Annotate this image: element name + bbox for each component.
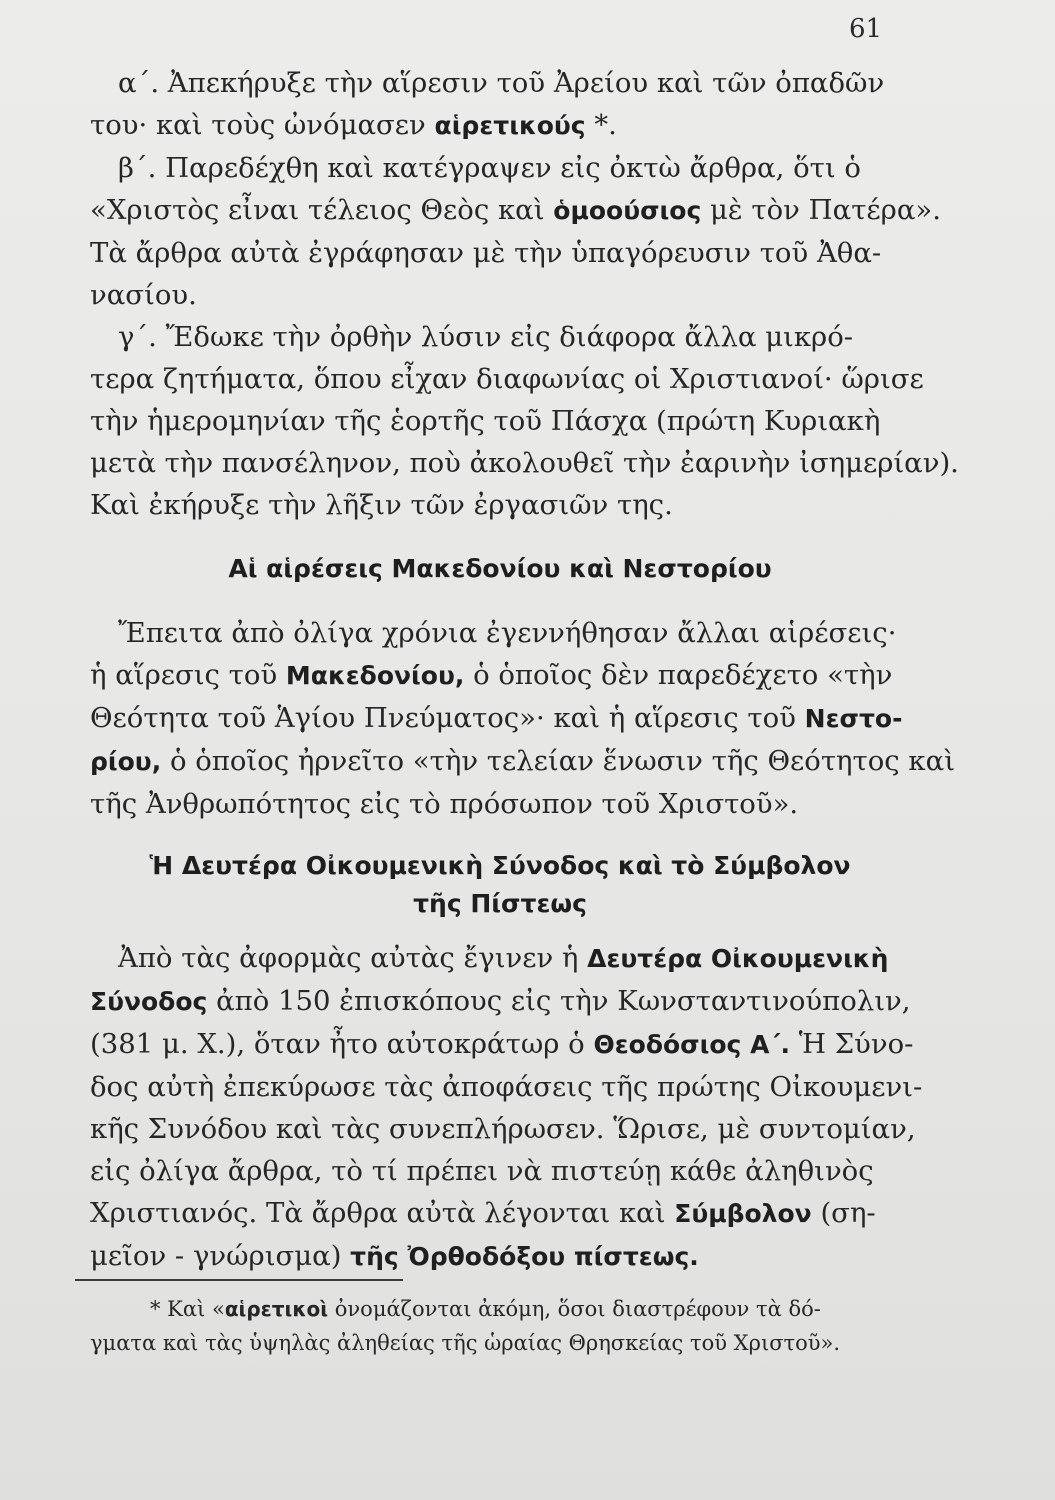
text-line: δος αὐτὴ ἐπεκύρωσε τὰς ἀποφάσεις τῆς πρώτης Οἰκουμενι- — [90, 1071, 923, 1103]
section-heading: Αἱ αἱρέσεις Μακεδονίου καὶ Νεστορίου — [228, 554, 772, 583]
page-number: 61 — [849, 14, 883, 44]
text-run: (381 μ. Χ.), ὅταν ἦτο αὐτοκράτωρ ὁ — [90, 1028, 594, 1060]
heading-line: τῆς Πίστεως — [413, 889, 587, 918]
paragraph-beta — [90, 147, 941, 316]
bold-term: τῆς Ὀρθοδόξου πίστεως. — [350, 1242, 699, 1271]
paragraph-synod — [90, 937, 923, 1278]
text-line — [90, 980, 910, 1023]
text-run: ὀνομάζονται ἀκόμη, ὅσοι διαστρέφουν τὰ δό- — [328, 1297, 821, 1321]
text-run: ἀπὸ 150 ἐπισκόπους εἰς τὴν Κωνσταντινούπολιν, — [207, 985, 911, 1017]
text-line: μετὰ τὴν πανσέληνον, ποὺ ἀκολουθεῖ τὴν ἐαρινὴν ἰσημερίαν). — [90, 447, 959, 479]
text-line — [90, 1192, 910, 1235]
section-heading — [90, 847, 910, 923]
text-run: μεῖον - γνώρισμα) — [90, 1240, 351, 1272]
text-run: ἡ αἵρεσις τοῦ — [90, 659, 286, 691]
text-run: του· καὶ τοὺς ὠνόμασεν — [90, 109, 435, 141]
text-line: γ΄. Ἔδωκε τὴν ὀρθὴν λύσιν εἰς διάφορα ἄλλα μικρό- — [118, 321, 854, 353]
text-run: Θεότητα τοῦ Ἁγίου Πνεύματος»· καὶ ἡ αἵρεσις τοῦ — [90, 702, 805, 734]
text-run: Χριστιανός. Τὰ ἄρθρα αὐτὰ λέγονται καὶ — [90, 1197, 675, 1229]
text-run: Ἡ Σύνο- — [789, 1028, 914, 1060]
text-line: Τὰ ἄρθρα αὐτὰ ἐγράφησαν μὲ τὴν ὑπαγόρευσιν τοῦ Ἀθα- — [90, 237, 882, 269]
bold-term: Μακεδονίου, — [285, 661, 465, 690]
text-run: ὁ ὁποῖος ἠρνεῖτο «τὴν τελείαν ἕνωσιν τῆς Θεότητος καὶ — [161, 745, 955, 777]
footnote-line: γματα καὶ τὰς ὑψηλὰς ἀληθείας τῆς ὡραίας Θρησκείας τοῦ Χριστοῦ». — [90, 1331, 841, 1355]
heading-line: Ἡ Δευτέρα Οἰκουμενικὴ Σύνοδος καὶ τὸ Σύμβολον — [149, 851, 851, 880]
text-line — [90, 1023, 914, 1066]
bold-term: Νεστο- — [804, 704, 903, 733]
text-line: Καὶ ἐκήρυξε τὴν λῆξιν τῶν ἐργασιῶν της. — [90, 489, 673, 521]
text-line: τῆς Ἀνθρωπότητος εἰς τὸ πρόσωπον τοῦ Χριστοῦ». — [90, 788, 799, 820]
paragraph-heresies — [90, 612, 955, 825]
main-text — [90, 62, 959, 1278]
bold-term: Θεοδόσιος Α΄. — [593, 1030, 790, 1059]
text-line: τὴν ἡμερομηνίαν τῆς ἑορτῆς τοῦ Πάσχα (πρώτη Κυριακὴ — [90, 405, 881, 437]
text-line — [90, 189, 941, 232]
text-run: *. — [585, 109, 617, 141]
text-line: κῆς Συνόδου καὶ τὰς συνεπλήρωσεν. Ὥρισε, μὲ συντομίαν, — [90, 1113, 916, 1145]
bold-term: αἱρετικοὶ — [224, 1297, 329, 1321]
text-line — [90, 697, 910, 740]
text-run: ὁ ὁποῖος δὲν παρεδέχετο «τὴν — [464, 659, 893, 691]
footnote-divider — [75, 1279, 403, 1281]
text-line — [90, 937, 910, 980]
text-line: β΄. Παρεδέχθη καὶ κατέγραψεν εἰς ὀκτὼ ἄρθρα, ὅτι ὁ — [118, 152, 861, 184]
text-run: μὲ τὸν Πατέρα». — [701, 194, 941, 226]
paragraph-alpha — [90, 62, 910, 147]
bold-term: ὁμοούσιος — [553, 196, 702, 225]
footnote-line — [90, 1292, 930, 1326]
text-line: τερα ζητήματα, ὅπου εἶχαν διαφωνίας οἱ Χριστιανοί· ὥρισε — [90, 363, 924, 395]
bold-term: ρίου, — [90, 747, 162, 776]
text-run: Ἀπὸ τὰς ἀφορμὰς αὐτὰς ἔγινεν ἡ — [118, 942, 588, 974]
text-run: * Καὶ « — [150, 1297, 225, 1321]
text-line — [90, 740, 955, 783]
bold-term: Δευτέρα Οἰκουμενικὴ — [587, 944, 889, 973]
bold-term: αἱρετικούς — [434, 111, 586, 140]
bold-term: Σύνοδος — [90, 987, 208, 1016]
text-run: (ση- — [811, 1197, 876, 1229]
text-run: «Χριστὸς εἶναι τέλειος Θεὸς καὶ — [90, 194, 554, 226]
text-line: νασίου. — [90, 279, 197, 311]
text-line: Ἔπειτα ἀπὸ ὀλίγα χρόνια ἐγεννήθησαν ἄλλαι αἱρέσεις· — [118, 617, 897, 649]
paragraph-gamma — [90, 316, 959, 526]
text-line: εἰς ὀλίγα ἄρθρα, τὸ τί πρέπει νὰ πιστεύῃ κάθε ἀληθινὸς — [90, 1155, 874, 1187]
bold-term: Σύμβολον — [674, 1199, 812, 1228]
text-line: α΄. Ἀπεκήρυξε τὴν αἵρεσιν τοῦ Ἀρείου καὶ τῶν ὀπαδῶν — [118, 67, 885, 99]
text-line — [90, 654, 910, 697]
text-line — [90, 1235, 910, 1278]
footnote — [90, 1292, 930, 1360]
text-line — [90, 104, 910, 147]
